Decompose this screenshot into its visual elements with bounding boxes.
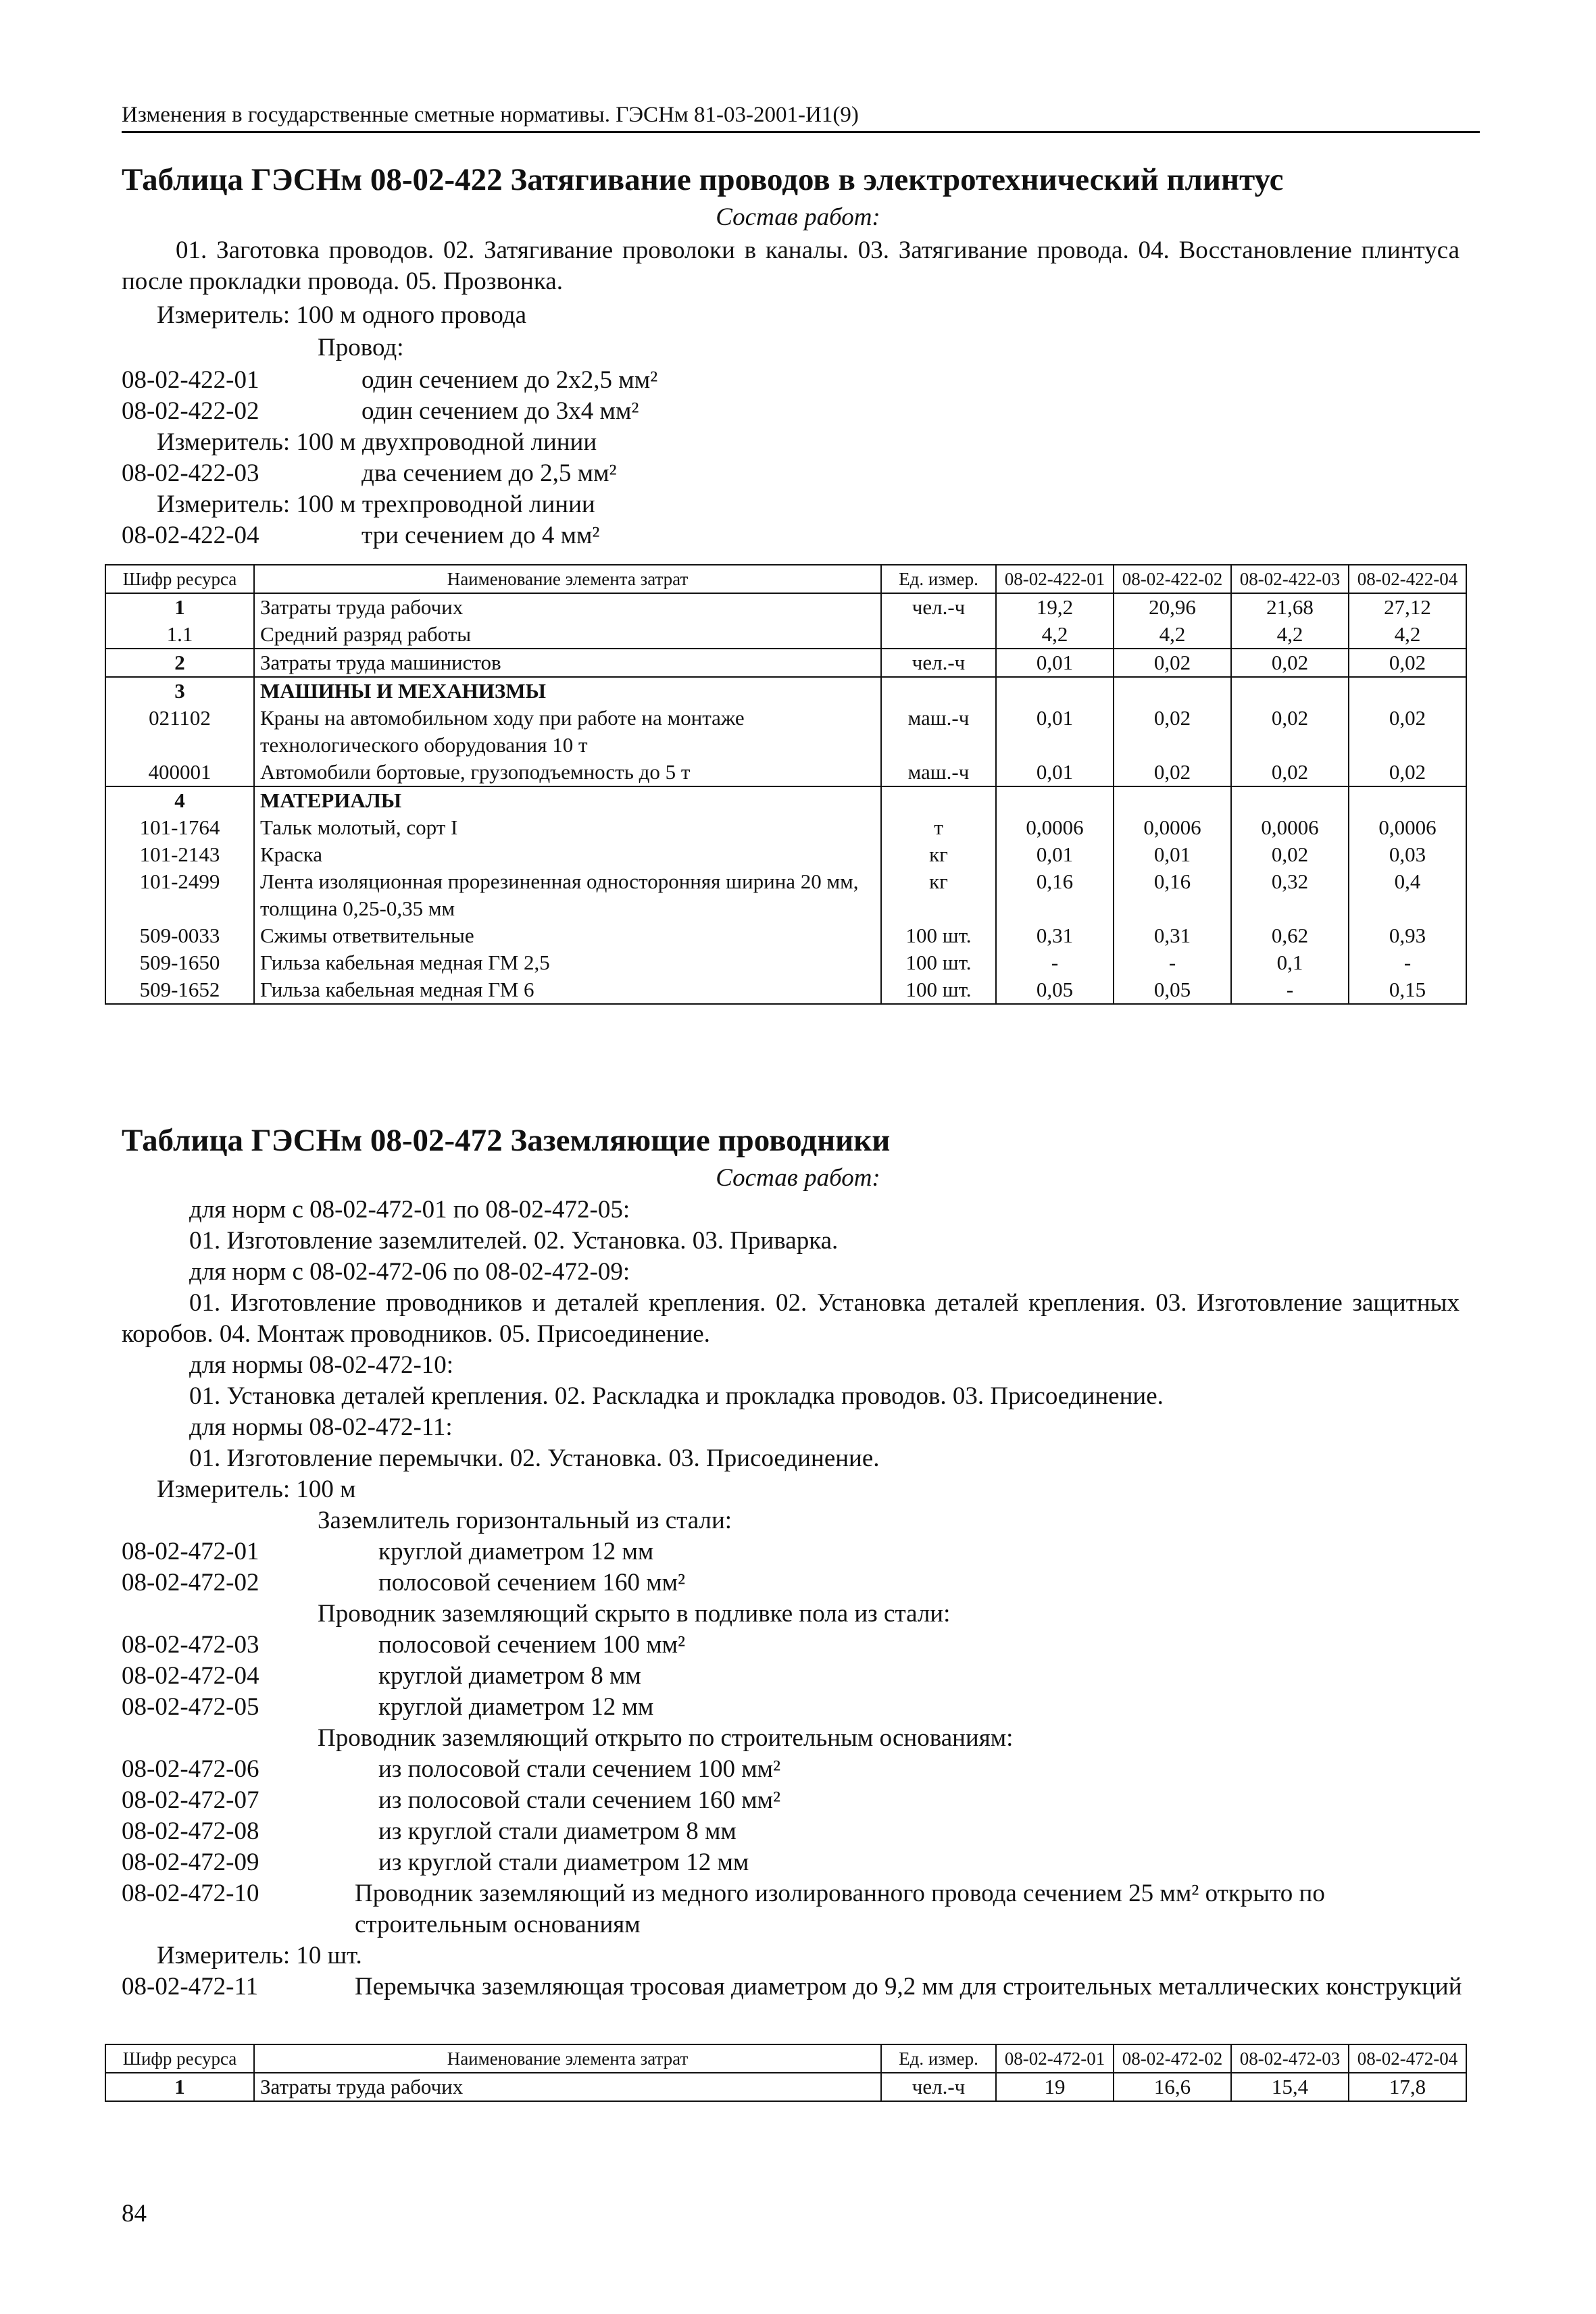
norm-code: 08-02-472-06 xyxy=(122,1755,259,1783)
col-v4-header: 08-02-422-04 xyxy=(1349,565,1466,593)
table1-work-text: 01. Заготовка проводов. 02. Затягивание проволоки в каналы. 03. Затягивание провода. 04. Восстановление плинтуса после прокладки провода. 05. Прозвонка. xyxy=(122,236,1460,295)
col-code-header: Шифр ресурса xyxy=(105,565,254,593)
table1-title: Таблица ГЭСНм 08-02-422 Затягивание проводов в электротехнический плинтус xyxy=(122,162,1284,197)
norm-desc: один сечением до 2х2,5 мм² xyxy=(361,366,658,394)
norm-code: 08-02-422-02 xyxy=(122,397,259,425)
table-row: 1 1.1 Затраты труда рабочих Средний разряд работы чел.-ч 19,2 4,2 20,96 4,2 21,68 4,2 27,12 4,2 xyxy=(105,593,1466,649)
norm-desc: из полосовой стали сечением 100 мм² xyxy=(378,1755,781,1783)
work-scope-text: 01. Изготовление заземлителей. 02. Установка. 03. Приварка. xyxy=(189,1227,839,1255)
running-header: Изменения в государственные сметные нормативы. ГЭСНм 81-03-2001-И1(9) xyxy=(122,101,1480,133)
col-v1-header: 08-02-472-01 xyxy=(996,2044,1114,2073)
table1-meter1: Измеритель: 100 м одного провода xyxy=(157,301,527,329)
norm-code: 08-02-472-10 xyxy=(122,1880,259,1907)
table-row: 3 021102 400001 МАШИНЫ И МЕХАНИЗМЫ Краны на автомобильном ходу при работе на монтаже технологического оборудования 10 т Автомобили бортовые, грузоподъемность до 5 т маш.-ч маш.-ч 0,01 0,01 0,02 0,02 0,02 0,02 0,02 0,02 xyxy=(105,677,1466,786)
work-scope-label: для норм с 08-02-472-06 по 08-02-472-09: xyxy=(189,1258,630,1286)
col-name-header: Наименование элемента затрат xyxy=(254,565,881,593)
table-row: 4 101-1764 101-2143 101-2499 509-0033 509-1650 509-1652 МАТЕРИАЛЫ Тальк молотый, сорт I Краска Лента изоляционная прорезиненная односторонняя ширина 20 мм, толщина 0,25-0,35 мм Сжимы ответвительные Гильза кабельная медная ГМ 2,5 Гильза кабельная медная ГМ 6 т кг кг 100 шт. 100 шт. 100 шт. 0,0006 0,01 0,16 0,31 - 0,05 0,0006 0,01 0,16 0,31 - 0,05 0,0006 0,02 0,32 0,62 0,1 - 0,0006 0,03 0,4 0,93 - 0,15 xyxy=(105,786,1466,1004)
work-scope-text: 01. Изготовление перемычки. 02. Установка. 03. Присоединение. xyxy=(189,1444,880,1472)
col-code-header: Шифр ресурса xyxy=(105,2044,254,2073)
norm-desc: полосовой сечением 160 мм² xyxy=(378,1569,686,1596)
norm-desc: из полосовой стали сечением 160 мм² xyxy=(378,1786,781,1814)
norm-desc: круглой диаметром 8 мм xyxy=(378,1662,641,1690)
table2-group2: Проводник заземляющий скрыто в подливке пола из стали: xyxy=(318,1600,951,1628)
resource-table-1 xyxy=(105,564,1467,1005)
table2-meter2: Измеритель: 10 шт. xyxy=(157,1942,362,1969)
norm-code: 08-02-472-05 xyxy=(122,1693,259,1721)
table1-meter3: Измеритель: 100 м трехпроводной линии xyxy=(157,491,595,518)
norm-desc: Перемычка заземляющая тросовая диаметром до 9,2 мм для строительных металлических конструкций xyxy=(355,1973,1462,2001)
table1-group1: Провод: xyxy=(318,334,404,361)
norm-code: 08-02-472-02 xyxy=(122,1569,259,1596)
norm-code: 08-02-472-03 xyxy=(122,1631,259,1659)
work-scope-text: 01. Изготовление проводников и деталей крепления. 02. Установка деталей крепления. 03. Изготовление защитных коробов. 04. Монтаж проводников. 05. Присоединение. xyxy=(122,1289,1460,1348)
table2-work-heading: Состав работ: xyxy=(716,1164,880,1192)
work-scope-label: для нормы 08-02-472-10: xyxy=(189,1351,454,1379)
table2-group3: Проводник заземляющий открыто по строительным основаниям: xyxy=(318,1724,1014,1752)
col-v3-header: 08-02-472-03 xyxy=(1231,2044,1349,2073)
table1-work-heading: Состав работ: xyxy=(716,203,880,231)
page-number: 84 xyxy=(122,2200,147,2228)
norm-code: 08-02-472-07 xyxy=(122,1786,259,1814)
norm-desc: три сечением до 4 мм² xyxy=(361,522,600,549)
norm-code: 08-02-472-09 xyxy=(122,1848,259,1876)
col-v1-header: 08-02-422-01 xyxy=(996,565,1114,593)
norm-code: 08-02-422-03 xyxy=(122,459,259,487)
table2-meter1: Измеритель: 100 м xyxy=(157,1476,356,1503)
table-header-row xyxy=(105,2044,1466,2073)
norm-code: 08-02-422-04 xyxy=(122,522,259,549)
norm-desc: из круглой стали диаметром 8 мм xyxy=(378,1817,737,1845)
norm-desc: круглой диаметром 12 мм xyxy=(378,1538,654,1565)
table2-title: Таблица ГЭСНм 08-02-472 Заземляющие проводники xyxy=(122,1123,891,1158)
norm-desc: Проводник заземляющий из медного изолированного провода сечением 25 мм² открыто по строительным основаниям xyxy=(355,1880,1325,1938)
norm-code: 08-02-472-04 xyxy=(122,1662,259,1690)
norm-code: 08-02-472-08 xyxy=(122,1817,259,1845)
col-unit-header: Ед. измер. xyxy=(881,565,996,593)
col-v3-header: 08-02-422-03 xyxy=(1231,565,1349,593)
norm-code: 08-02-472-11 xyxy=(122,1973,259,2001)
table-header-row xyxy=(105,565,1466,593)
table-row: 2 Затраты труда машинистов чел.-ч 0,01 0,02 0,02 0,02 xyxy=(105,649,1466,677)
norm-desc: один сечением до 3х4 мм² xyxy=(361,397,639,425)
norm-desc: круглой диаметром 12 мм xyxy=(378,1693,654,1721)
col-v2-header: 08-02-422-02 xyxy=(1114,565,1231,593)
work-scope-label: для нормы 08-02-472-11: xyxy=(189,1413,453,1441)
norm-code: 08-02-472-01 xyxy=(122,1538,259,1565)
norm-code: 08-02-422-01 xyxy=(122,366,259,394)
col-v2-header: 08-02-472-02 xyxy=(1114,2044,1231,2073)
norm-desc: из круглой стали диаметром 12 мм xyxy=(378,1848,749,1876)
resource-table-2 xyxy=(105,2044,1467,2102)
work-scope-text: 01. Установка деталей крепления. 02. Раскладка и прокладка проводов. 03. Присоединение. xyxy=(189,1382,1164,1410)
work-scope-label: для норм с 08-02-472-01 по 08-02-472-05: xyxy=(189,1196,630,1224)
col-name-header: Наименование элемента затрат xyxy=(254,2044,881,2073)
col-v4-header: 08-02-472-04 xyxy=(1349,2044,1466,2073)
table-row: 1 Затраты труда рабочих чел.-ч 19 16,6 15,4 17,8 xyxy=(105,2073,1466,2101)
table1-meter2: Измеритель: 100 м двухпроводной линии xyxy=(157,428,597,456)
table2-group1: Заземлитель горизонтальный из стали: xyxy=(318,1507,732,1534)
norm-desc: два сечением до 2,5 мм² xyxy=(361,459,617,487)
col-unit-header: Ед. измер. xyxy=(881,2044,996,2073)
norm-desc: полосовой сечением 100 мм² xyxy=(378,1631,686,1659)
